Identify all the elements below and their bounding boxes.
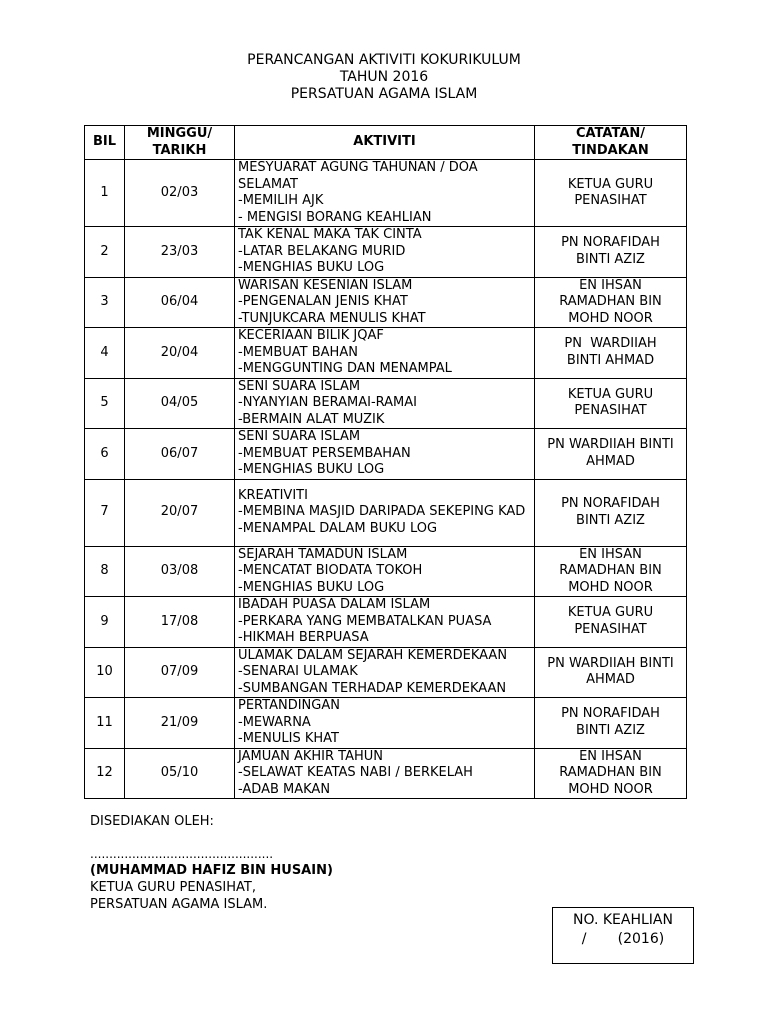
catatan-line: MOHD NOOR xyxy=(568,579,653,595)
catatan-line: KETUA GURU xyxy=(567,386,654,402)
table-header-row xyxy=(85,126,687,160)
cell-bil: 2 xyxy=(85,227,125,278)
cell-catatan xyxy=(535,479,687,546)
catatan-line: KETUA GURU xyxy=(567,605,654,621)
activity-line: -MEWARNA xyxy=(238,714,311,730)
activity-line: -MENULIS KHAT xyxy=(238,731,339,746)
membership-year: / (2016) xyxy=(581,931,665,947)
cell-bil: 1 xyxy=(85,160,125,227)
cell-activities xyxy=(235,328,535,379)
cell-date: 02/03 xyxy=(125,160,235,227)
cell-bil: 5 xyxy=(85,378,125,429)
title-line-2: TAHUN 2016 xyxy=(339,69,429,85)
cell-catatan xyxy=(535,597,687,648)
table-row xyxy=(85,647,687,698)
activity-line: -MENGHIAS BUKU LOG xyxy=(238,260,385,275)
activity-line: -MENAMPAL DALAM BUKU LOG xyxy=(238,520,438,536)
activity-line: -SUMBANGAN TERHADAP KEMERDEKAAN xyxy=(238,680,507,696)
cell-activities xyxy=(235,429,535,480)
catatan-line: AHMAD xyxy=(586,453,635,469)
activity-line: SENI SUARA ISLAM xyxy=(238,429,361,444)
cell-catatan xyxy=(535,277,687,328)
cell-activities xyxy=(235,479,535,546)
activity-line: -MEMBUAT BAHAN xyxy=(238,344,358,360)
title-line-1: PERANCANGAN AKTIVITI KOKURIKULUM xyxy=(247,52,521,68)
cell-activities xyxy=(235,597,535,648)
header-aktiviti: AKTIVITI xyxy=(235,126,535,160)
cell-date: 20/04 xyxy=(125,328,235,379)
cell-activities xyxy=(235,160,535,227)
table-row xyxy=(85,479,687,546)
cell-date: 05/10 xyxy=(125,748,235,799)
table-row xyxy=(85,328,687,379)
activity-line: WARISAN KESENIAN ISLAM xyxy=(238,277,413,293)
table-row xyxy=(85,748,687,799)
table-row xyxy=(85,277,687,328)
cell-date: 21/09 xyxy=(125,698,235,749)
activity-line: -MEMBUAT PERSEMBAHAN xyxy=(238,445,411,461)
activity-line: -NYANYIAN BERAMAI-RAMAI xyxy=(238,395,417,410)
cell-bil: 11 xyxy=(85,698,125,749)
cell-activities xyxy=(235,647,535,698)
cell-activities xyxy=(235,378,535,429)
header-minggu: MINGGU/ TARIKH xyxy=(125,126,235,160)
catatan-line: BINTI AHMAD xyxy=(566,352,655,368)
activity-line: ULAMAK DALAM SEJARAH KEMERDEKAAN xyxy=(238,647,508,663)
activity-line: -MENGHIAS BUKU LOG xyxy=(238,579,385,595)
preparer-name: (MUHAMMAD HAFIZ BIN HUSAIN) xyxy=(90,863,333,878)
cell-bil: 9 xyxy=(85,597,125,648)
activity-line: - MENGISI BORANG KEAHLIAN xyxy=(238,209,432,225)
activity-line: -PENGENALAN JENIS KHAT xyxy=(238,294,408,309)
activity-line: -SELAWAT KEATAS NABI / BERKELAH xyxy=(238,765,473,780)
cell-date: 03/08 xyxy=(125,546,235,597)
catatan-line: PN WARDIIAH BINTI xyxy=(547,655,674,671)
activity-line: JAMUAN AKHIR TAHUN xyxy=(238,748,384,764)
table-body xyxy=(85,160,687,799)
cell-date: 20/07 xyxy=(125,479,235,546)
catatan-line: EN IHSAN xyxy=(579,546,642,562)
cell-bil: 4 xyxy=(85,328,125,379)
preparer-position: KETUA GURU PENASIHAT, xyxy=(90,880,256,895)
cell-bil: 3 xyxy=(85,277,125,328)
prepared-by-label: DISEDIAKAN OLEH: xyxy=(90,814,214,829)
activity-line: -BERMAIN ALAT MUZIK xyxy=(238,411,385,427)
cell-bil: 7 xyxy=(85,479,125,546)
catatan-line: RAMADHAN BIN xyxy=(559,563,662,578)
catatan-line: BINTI AZIZ xyxy=(576,512,645,528)
cell-catatan xyxy=(535,698,687,749)
table-row xyxy=(85,160,687,227)
cell-catatan xyxy=(535,328,687,379)
activity-line: -LATAR BELAKANG MURID xyxy=(238,243,406,259)
cell-activities xyxy=(235,546,535,597)
membership-label: NO. KEAHLIAN xyxy=(573,912,673,928)
cell-catatan xyxy=(535,748,687,799)
cell-date: 17/08 xyxy=(125,597,235,648)
cell-catatan xyxy=(535,160,687,227)
activity-line: -TUNJUKCARA MENULIS KHAT xyxy=(238,310,426,326)
activity-line: -MEMILIH AJK xyxy=(238,193,324,208)
header-bil: BIL xyxy=(85,126,125,160)
preparer-organization: PERSATUAN AGAMA ISLAM. xyxy=(90,897,268,912)
table-row xyxy=(85,378,687,429)
catatan-line: KETUA GURU xyxy=(567,176,654,192)
membership-number-box xyxy=(552,907,694,964)
table-row xyxy=(85,546,687,597)
cell-catatan xyxy=(535,647,687,698)
table-row xyxy=(85,698,687,749)
cell-date: 07/09 xyxy=(125,647,235,698)
catatan-line: PN WARDIIAH xyxy=(564,336,657,352)
table-row xyxy=(85,429,687,480)
table-row xyxy=(85,597,687,648)
activity-line: MESYUARAT AGUNG TAHUNAN / DOA SELAMAT xyxy=(238,160,478,192)
cell-bil: 6 xyxy=(85,429,125,480)
cell-activities xyxy=(235,748,535,799)
cell-activities xyxy=(235,227,535,278)
cell-date: 06/07 xyxy=(125,429,235,480)
cell-activities xyxy=(235,277,535,328)
catatan-line: AHMAD xyxy=(586,672,635,688)
activity-line: KECERIAAN BILIK JQAF xyxy=(238,328,384,343)
activity-line: -MENCATAT BIODATA TOKOH xyxy=(238,563,423,578)
cell-date: 23/03 xyxy=(125,227,235,278)
cell-bil: 8 xyxy=(85,546,125,597)
catatan-line: MOHD NOOR xyxy=(568,781,653,797)
cell-catatan xyxy=(535,227,687,278)
activity-line: -HIKMAH BERPUASA xyxy=(238,630,369,645)
activity-line: -MENGHIAS BUKU LOG xyxy=(238,462,385,477)
table-row xyxy=(85,227,687,278)
activity-line: -MENGGUNTING DAN MENAMPAL xyxy=(238,361,452,376)
catatan-line: MOHD NOOR xyxy=(568,310,653,326)
activity-table xyxy=(84,125,687,799)
catatan-line: PENASIHAT xyxy=(574,403,647,419)
cell-bil: 12 xyxy=(85,748,125,799)
catatan-line: PN NORAFIDAH xyxy=(561,496,660,511)
catatan-line: PN NORAFIDAH xyxy=(561,235,660,251)
activity-line: TAK KENAL MAKA TAK CINTA xyxy=(238,227,422,242)
activity-line: SEJARAH TAMADUN ISLAM xyxy=(238,546,408,562)
cell-activities xyxy=(235,698,535,749)
cell-catatan xyxy=(535,429,687,480)
catatan-line: EN IHSAN xyxy=(579,748,642,764)
document-title xyxy=(0,52,768,103)
cell-bil: 10 xyxy=(85,647,125,698)
catatan-line: RAMADHAN BIN xyxy=(559,294,662,309)
activity-line: -SENARAI ULAMAK xyxy=(238,664,358,679)
activity-line: IBADAH PUASA DALAM ISLAM xyxy=(238,597,431,612)
cell-catatan xyxy=(535,546,687,597)
activity-line: KREATIVITI xyxy=(238,487,308,503)
signature-line: ................................................ xyxy=(90,847,274,861)
cell-date: 06/04 xyxy=(125,277,235,328)
cell-catatan xyxy=(535,378,687,429)
catatan-line: BINTI AZIZ xyxy=(576,251,645,267)
catatan-line: PN NORAFIDAH xyxy=(561,706,660,722)
catatan-line: EN IHSAN xyxy=(579,277,642,293)
activity-line: SENI SUARA ISLAM xyxy=(238,378,361,394)
catatan-line: RAMADHAN BIN xyxy=(559,765,662,780)
catatan-line: BINTI AZIZ xyxy=(576,722,645,738)
activity-line: -PERKARA YANG MEMBATALKAN PUASA xyxy=(238,613,492,629)
activity-line: -MEMBINA MASJID DARIPADA SEKEPING KAD xyxy=(238,504,526,520)
activity-line: -ADAB MAKAN xyxy=(238,781,331,797)
activity-line: PERTANDINGAN xyxy=(238,698,340,713)
catatan-line: PN WARDIIAH BINTI xyxy=(547,437,674,453)
catatan-line: PENASIHAT xyxy=(574,621,647,637)
header-catatan: CATATAN/ TINDAKAN xyxy=(535,126,687,160)
title-line-3: PERSATUAN AGAMA ISLAM xyxy=(290,86,478,102)
catatan-line: PENASIHAT xyxy=(574,193,647,208)
cell-date: 04/05 xyxy=(125,378,235,429)
